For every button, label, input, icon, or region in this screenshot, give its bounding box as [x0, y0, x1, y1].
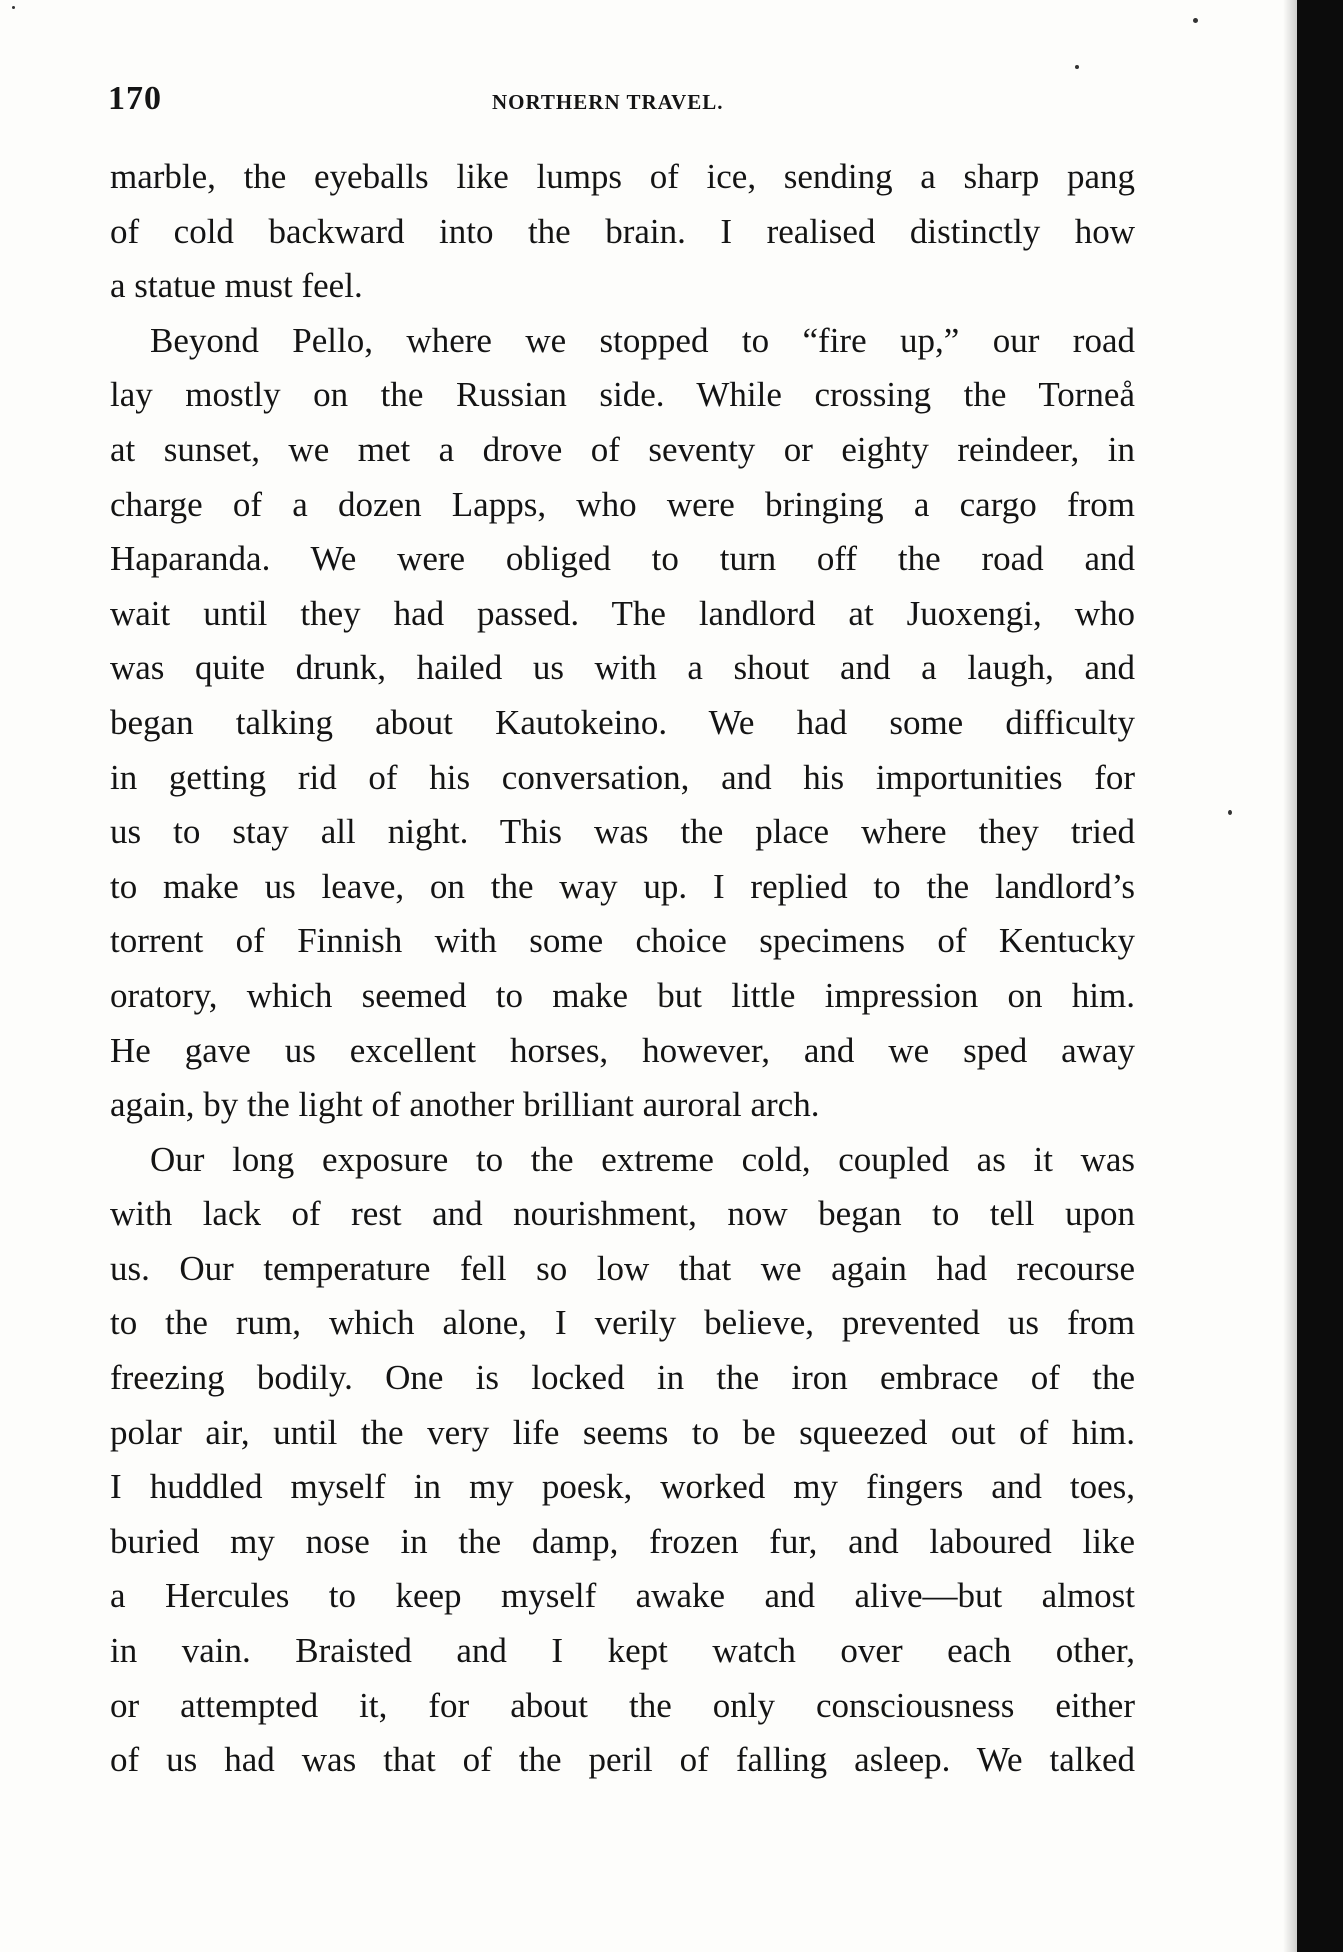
- text-line: freezing bodily. One is locked in the iron embrace of the: [110, 1358, 1135, 1398]
- running-title: NORTHERN TRAVEL.: [492, 90, 724, 114]
- paragraph-1: [110, 150, 1135, 314]
- text-line: was quite drunk, hailed us with a shout and a laugh, and: [110, 648, 1135, 688]
- paragraph-2: [110, 314, 1135, 1133]
- text-line: Beyond Pello, where we stopped to “fire up,” our road: [150, 320, 1135, 360]
- running-head: [108, 80, 1138, 124]
- text-line: of cold backward into the brain. I realised distinctly how: [110, 211, 1135, 251]
- text-line: lay mostly on the Russian side. While crossing the Torneå: [110, 375, 1135, 415]
- paragraph-3: [110, 1133, 1135, 1788]
- text-line: or attempted it, for about the only consciousness either: [110, 1685, 1135, 1725]
- text-line: in getting rid of his conversation, and his importunities for: [110, 757, 1135, 797]
- text-line: charge of a dozen Lapps, who were bringing a cargo from: [110, 484, 1135, 524]
- scan-speck: [1075, 65, 1079, 69]
- text-line: with lack of rest and nourishment, now began to tell upon: [110, 1194, 1135, 1234]
- text-line: a statue must feel.: [110, 266, 363, 306]
- text-line: Our long exposure to the extreme cold, coupled as it was: [150, 1139, 1135, 1179]
- text-line: again, by the light of another brilliant auroral arch.: [110, 1085, 820, 1125]
- text-line: of us had was that of the peril of falling asleep. We talked: [110, 1740, 1135, 1780]
- binding-shadow: [1283, 0, 1297, 1952]
- text-line: polar air, until the very life seems to be squeezed out of him.: [110, 1412, 1135, 1452]
- page-number: 170: [108, 80, 162, 117]
- scan-speck: [1193, 18, 1198, 23]
- text-line: buried my nose in the damp, frozen fur, and laboured like: [110, 1521, 1135, 1561]
- scan-speck: [1228, 810, 1232, 815]
- text-line: oratory, which seemed to make but little impression on him.: [110, 975, 1135, 1015]
- text-line: wait until they had passed. The landlord at Juoxengi, who: [110, 593, 1135, 633]
- text-line: in vain. Braisted and I kept watch over each other,: [110, 1631, 1135, 1671]
- text-line: to the rum, which alone, I verily believe, prevented us from: [110, 1303, 1135, 1343]
- text-line: a Hercules to keep myself awake and alive—but almost: [110, 1576, 1135, 1616]
- text-line: us. Our temperature fell so low that we again had recourse: [110, 1248, 1135, 1288]
- text-line: torrent of Finnish with some choice specimens of Kentucky: [110, 921, 1135, 961]
- text-line: He gave us excellent horses, however, and we sped away: [110, 1030, 1135, 1070]
- text-line: marble, the eyeballs like lumps of ice, sending a sharp pang: [110, 157, 1135, 196]
- text-line: to make us leave, on the way up. I replied to the landlord’s: [110, 866, 1135, 906]
- text-line: us to stay all night. This was the place where they tried: [110, 812, 1135, 852]
- text-line: at sunset, we met a drove of seventy or eighty reindeer, in: [110, 429, 1135, 469]
- text-line: I huddled myself in my poesk, worked my fingers and toes,: [110, 1467, 1135, 1507]
- text-line: Haparanda. We were obliged to turn off the road and: [110, 539, 1135, 579]
- text-line: began talking about Kautokeino. We had some difficulty: [110, 702, 1135, 742]
- scan-speck: [12, 6, 15, 9]
- binding-edge: [1297, 0, 1343, 1952]
- body-text: [110, 150, 1135, 1788]
